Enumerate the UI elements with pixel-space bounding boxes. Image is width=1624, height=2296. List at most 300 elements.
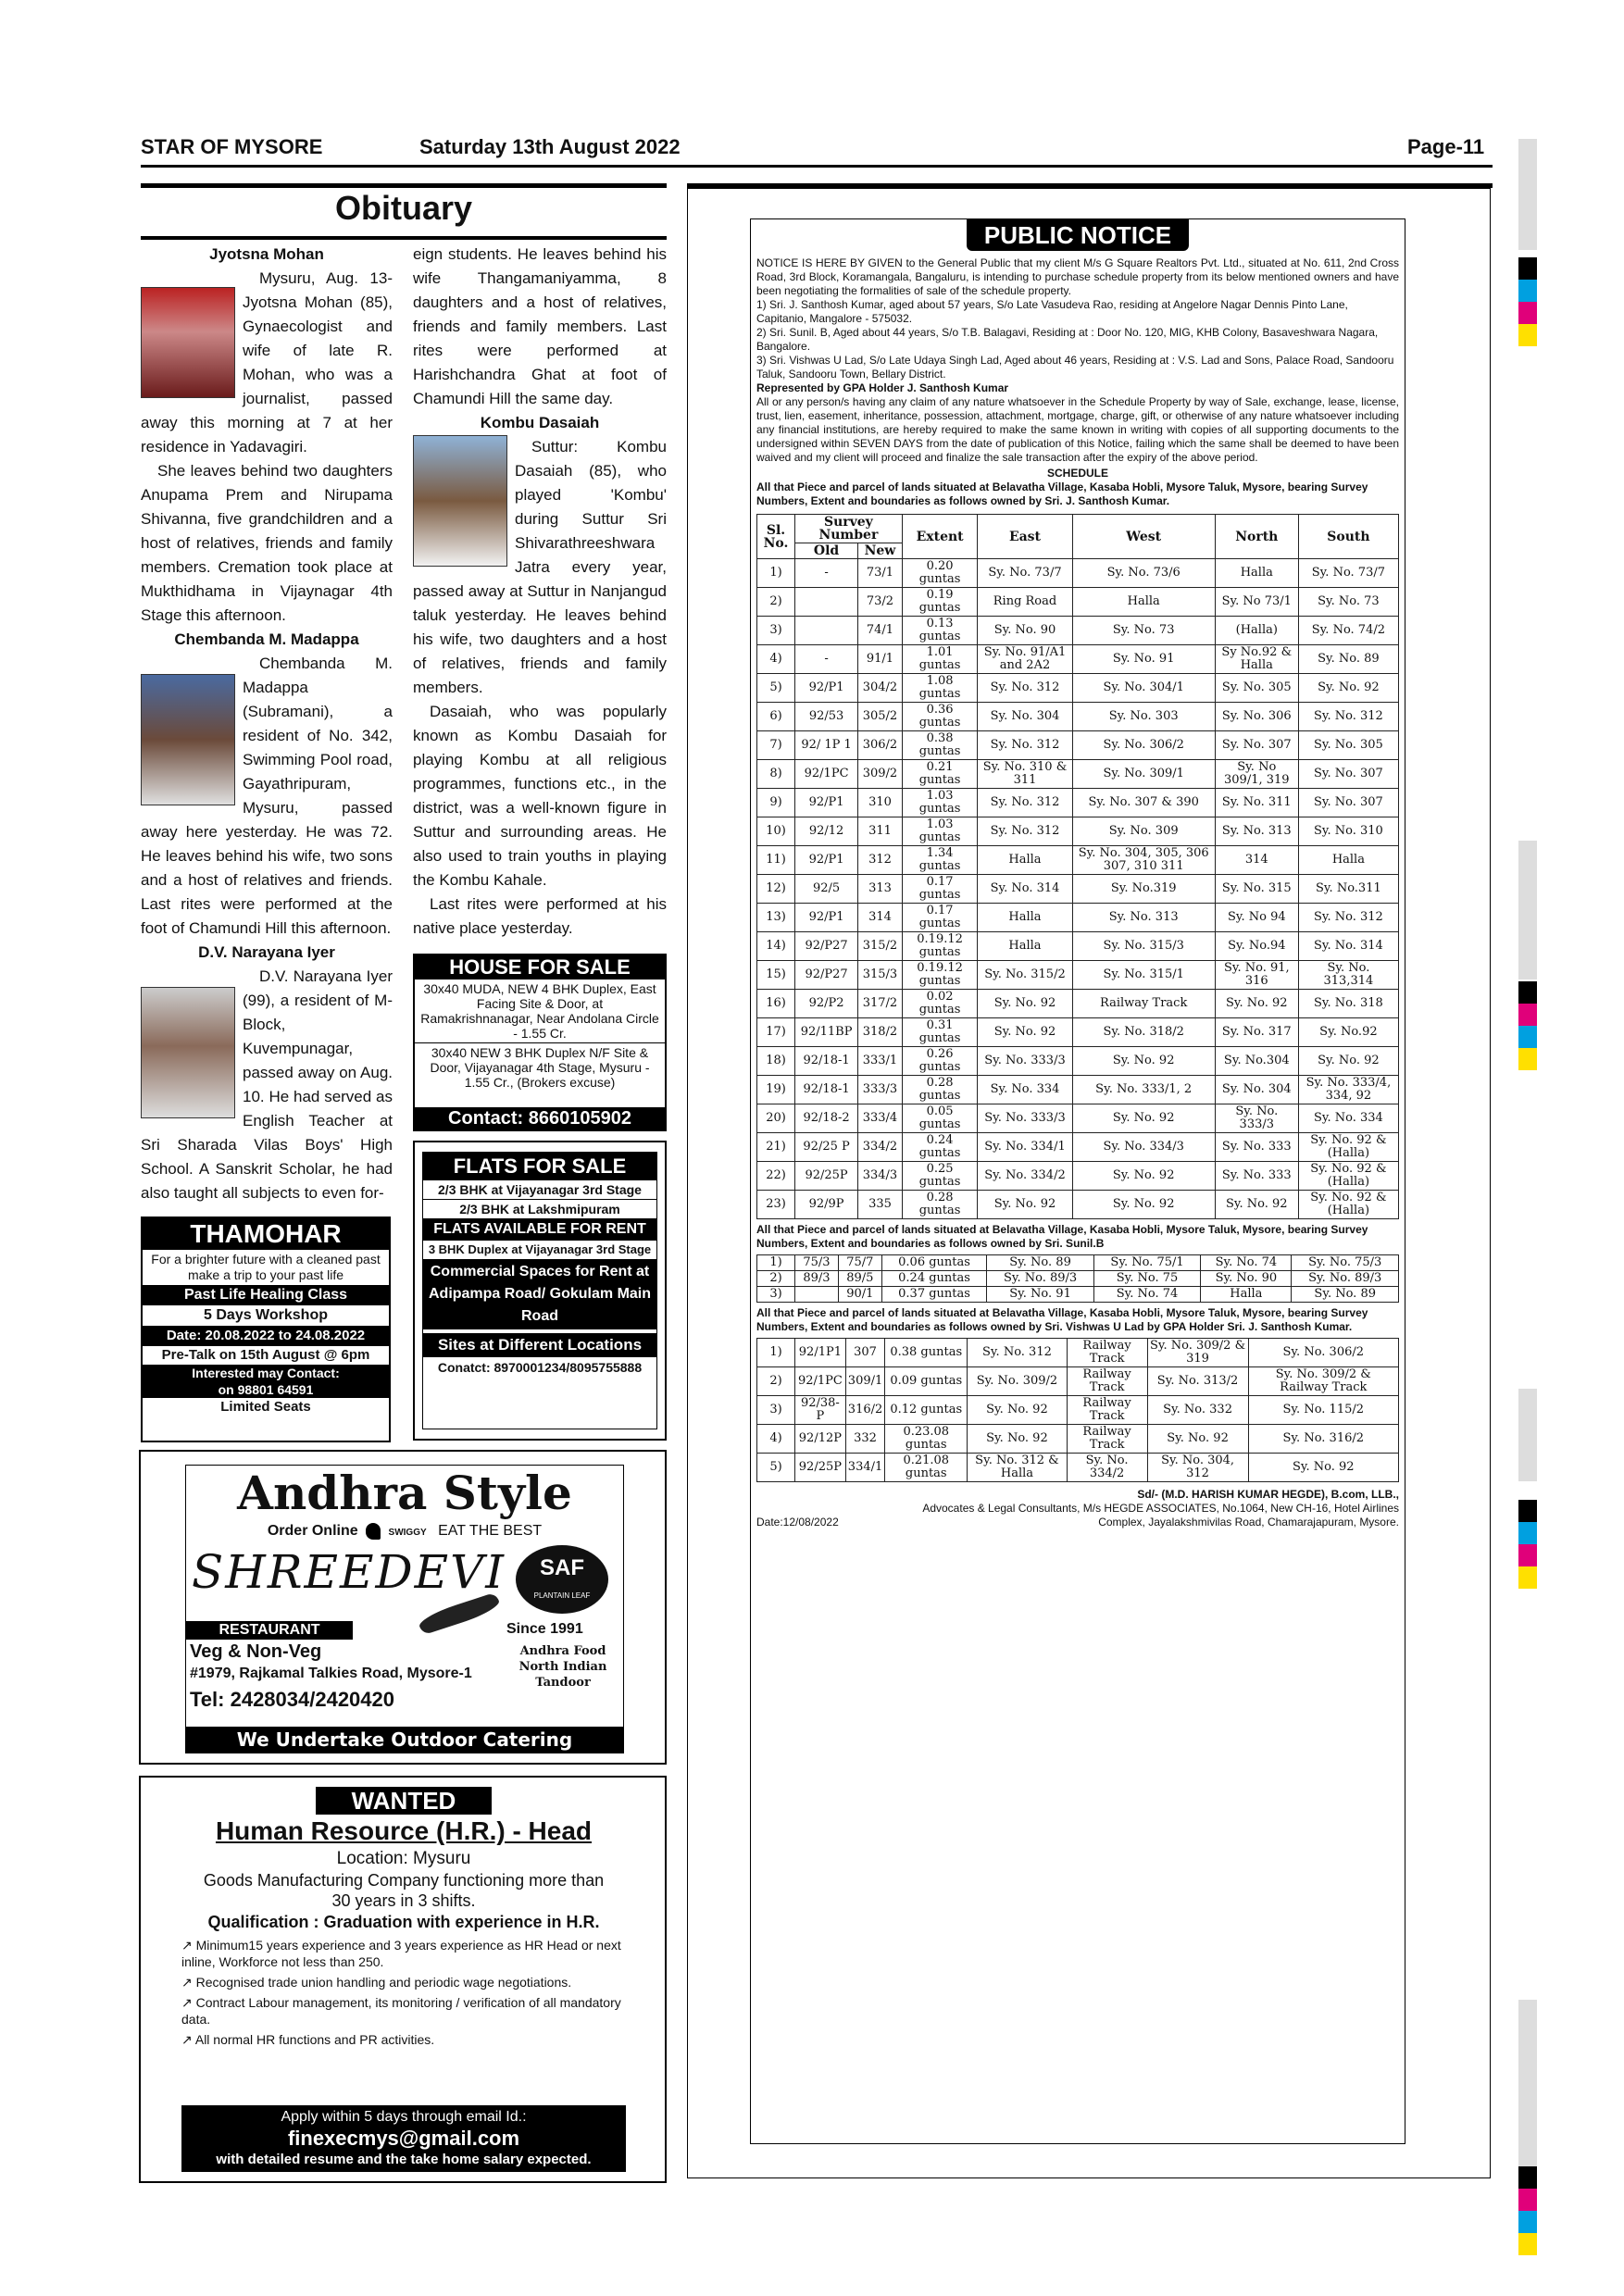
table-row [757, 1255, 1399, 1271]
table-cell: 316/2 [845, 1396, 884, 1425]
table-cell: 0.19.12 guntas [902, 932, 978, 961]
table-cell: 0.09 guntas [885, 1367, 968, 1396]
paper-name: STAR OF MYSORE [141, 135, 323, 158]
table-row [757, 846, 1399, 875]
table-row [757, 961, 1399, 990]
table-cell: Sy. No. 310 [1298, 817, 1398, 846]
table-row [757, 1454, 1399, 1482]
table-cell: Sy. No. 75/3 [1292, 1255, 1399, 1271]
table-cell: Sy. No. 315/3 [1072, 932, 1215, 961]
table-header: Old [795, 543, 858, 559]
ad-text: For a brighter future with a cleaned past make a trip to your past life [151, 1252, 381, 1282]
table-cell: 5) [757, 1454, 795, 1482]
table-header: East [978, 515, 1072, 559]
table-cell: Sy. No. 90 [1201, 1271, 1292, 1287]
table-cell: 92/12 [795, 817, 858, 846]
table-cell: Halla [1215, 559, 1298, 588]
table-cell [795, 588, 858, 617]
ad-text: 5 Days Workshop [204, 1307, 328, 1323]
table-cell: Sy. No.92 [1298, 1018, 1398, 1047]
table-row [757, 1287, 1399, 1303]
table-cell: Sy. No. 89/3 [1292, 1271, 1399, 1287]
table-body [757, 1255, 1399, 1303]
table-cell: Sy. No. 92 [1147, 1425, 1248, 1454]
table-cell: 0.36 guntas [902, 703, 978, 731]
table-cell: 2) [757, 588, 795, 617]
table-cell: Railway Track [1072, 990, 1215, 1018]
table-cell: 4) [757, 645, 795, 674]
table-cell: 1.08 guntas [902, 674, 978, 703]
obit-photo [141, 287, 235, 398]
registration-mark [1518, 1026, 1537, 1048]
ad-text: Limited Seats [220, 1399, 311, 1415]
table-cell: Sy. No. 92 [1248, 1454, 1398, 1482]
table-cell: 23) [757, 1191, 795, 1219]
table-cell: 315/2 [858, 932, 903, 961]
table-cell: 75/7 [838, 1255, 881, 1271]
table-cell: Halla [978, 904, 1072, 932]
registration-mark [1518, 981, 1537, 1004]
table-cell: Sy. No. 312 & Halla [968, 1454, 1067, 1482]
table-cell: 0.37 guntas [881, 1287, 987, 1303]
table-cell: Sy. No. 334/2 [978, 1162, 1072, 1191]
table-cell: Sy. No. 303 [1072, 703, 1215, 731]
table-cell: Sy. No. 89 [1298, 645, 1398, 674]
table-cell: 92/P2 [795, 990, 858, 1018]
table-cell: Railway Track [1067, 1367, 1147, 1396]
table-row [757, 1104, 1399, 1133]
table-cell: Halla [1201, 1287, 1292, 1303]
table-cell: (Halla) [1215, 617, 1298, 645]
schedule-table-1 [756, 514, 1399, 1219]
table-cell: Sy. No 73/1 [1215, 588, 1298, 617]
table-cell: 332 [845, 1425, 884, 1454]
table-row [757, 1425, 1399, 1454]
table-cell: Sy. No. 312 [978, 789, 1072, 817]
firm-text: Advocates & Legal Consultants, M/s HEGDE ASSOCIATES, No.1064, New CH-16, Hotel Airlines [922, 1502, 1399, 1515]
table-cell: 1) [757, 1255, 795, 1271]
ad-subtitle: FLATS AVAILABLE FOR RENT [423, 1218, 656, 1241]
table-cell: Sy. No.319 [1072, 875, 1215, 904]
table-row [757, 559, 1399, 588]
table-cell: 0.12 guntas [885, 1396, 968, 1425]
table-cell: 3) [757, 1287, 795, 1303]
ad-text: Goods Manufacturing Company functioning more than 30 years in 3 shifts. [203, 1871, 605, 1910]
table-cell: Halla [978, 932, 1072, 961]
table-cell: Sy. No. 115/2 [1248, 1396, 1398, 1425]
notice-owner: 3) Sri. Vishwas U Lad, S/o Late Udaya Singh Lad, Aged about 46 years, Residing at : V.S. Lad and Sons, Palace Road, Sandooru Taluk, Sandooru Town, Bellary District. [756, 354, 1394, 381]
table-cell: Sy. No. 309/2 & Railway Track [1248, 1367, 1398, 1396]
table-cell: 0.13 guntas [902, 617, 978, 645]
ad-text: on 98801 64591 [143, 1381, 389, 1398]
obituary-title-rule [141, 236, 667, 240]
table-cell: Sy. No. 315/2 [978, 961, 1072, 990]
table-row [757, 1191, 1399, 1219]
table-cell: 311 [858, 817, 903, 846]
table-header: South [1298, 515, 1398, 559]
table-cell: 0.05 guntas [902, 1104, 978, 1133]
table-cell: Sy. No. 312 [978, 731, 1072, 760]
table-cell: 92/P1 [795, 789, 858, 817]
registration-mark [1518, 1389, 1537, 1481]
table-cell: Sy. No. 315/1 [1072, 961, 1215, 990]
table-cell: Sy. No. 92 & (Halla) [1298, 1162, 1398, 1191]
table-cell: 0.38 guntas [902, 731, 978, 760]
table-cell: 73/1 [858, 559, 903, 588]
table-cell: Sy. No. 74/2 [1298, 617, 1398, 645]
registration-mark [1518, 1522, 1537, 1544]
list-item: ↗ All normal HR functions and PR activities. [181, 2032, 435, 2047]
ad-text: Pre-Talk on 15th August @ 6pm [161, 1347, 370, 1363]
table-cell: Sy. No.94 [1215, 932, 1298, 961]
table-cell: 5) [757, 674, 795, 703]
table-cell: Sy. No. 318/2 [1072, 1018, 1215, 1047]
ad-text: Past Life Healing Class [143, 1285, 389, 1305]
registration-mark [1518, 1544, 1537, 1566]
list-item: ↗ Recognised trade union handling and periodic wage negotiations. [181, 1975, 572, 1990]
obit-name: Chembanda M. Madappa [174, 630, 359, 648]
ad-house-for-sale [413, 954, 667, 1131]
table-cell: Sy. No. 92 [968, 1396, 1067, 1425]
registration-mark [1518, 2211, 1537, 2233]
ad-wanted [139, 1776, 667, 2183]
table-cell: 0.17 guntas [902, 875, 978, 904]
table-cell: 0.24 guntas [902, 1133, 978, 1162]
table-cell: 306/2 [858, 731, 903, 760]
table-cell: 92/38-P [795, 1396, 846, 1425]
registration-mark [1518, 841, 1537, 980]
table-cell: 1.01 guntas [902, 645, 978, 674]
table-cell: 333/1 [858, 1047, 903, 1076]
table-cell: 92/1P1 [795, 1339, 846, 1367]
table-cell: 14) [757, 932, 795, 961]
table-cell: Sy. No. 74 [1093, 1287, 1200, 1303]
table-cell: 92/9P [795, 1191, 858, 1219]
table-cell: 309/2 [858, 760, 903, 789]
table-cell: Sy. No. 304, 305, 306 307, 310 311 [1072, 846, 1215, 875]
table-cell: Sy. No. 333/3 [1215, 1104, 1298, 1133]
table-cell: 21) [757, 1133, 795, 1162]
table-row [757, 932, 1399, 961]
table-cell: 318/2 [858, 1018, 903, 1047]
table-cell: Sy. No. 333 [1215, 1162, 1298, 1191]
table-cell: 3) [757, 1396, 795, 1425]
registration-mark [1518, 2000, 1537, 2166]
table-cell: 314 [1215, 846, 1298, 875]
table-cell: 0.20 guntas [902, 559, 978, 588]
table-cell: 91/1 [858, 645, 903, 674]
table-cell: 73/2 [858, 588, 903, 617]
table-cell: 92/18-1 [795, 1076, 858, 1104]
table-cell: 0.19.12 guntas [902, 961, 978, 990]
table-cell: Sy. No. 309/2 [968, 1367, 1067, 1396]
table-cell: Sy. No. 92 [1072, 1191, 1215, 1219]
table-cell: Sy. No. 309/2 & 319 [1147, 1339, 1248, 1367]
table-cell: Sy. No. 74 [1201, 1255, 1292, 1271]
ad-andhra-style [139, 1450, 667, 1765]
ad-text: Sites at Different Locations [423, 1333, 656, 1357]
notice-body: All or any person/s having any claim of any nature whatsoever in the Schedule Property by way of Sale, exchange, lease, license, trust, lien, easement, inheritance, possession, attachment, mortgage, charge, gift, or otherwise of any nature whatsoever including any financial institutions, are hereby required to make the same known in writing with copies of all supporting documents to the undersigned within SEVEN DAYS from the date of publication of this Notice, failing which the same shall be deemed to have been waived and my client will proceed and finalize the sale transaction after the expiry of the above period. [756, 395, 1399, 464]
table-cell: 334/2 [858, 1133, 903, 1162]
table-cell: Sy. No. 92 [1298, 1047, 1398, 1076]
notice-intro: NOTICE IS HERE BY GIVEN to the General Public that my client M/s G Square Realtors Pvt. Ltd., situated at No. 611, 2nd Cross Road, 3rd Block, Koramangala, Bangaluru, is intending to purchase schedule property from its below mentioned owners and have been negotiating the formalities of sale of the schedule property. [756, 256, 1399, 297]
table-row [757, 1162, 1399, 1191]
table-cell: Sy. No. 92 [1298, 674, 1398, 703]
table-cell: Sy. No. 304 [1215, 1076, 1298, 1104]
table-cell: 305/2 [858, 703, 903, 731]
ad-title: HOUSE FOR SALE [415, 955, 665, 980]
table-cell: Sy. No. 307 [1298, 760, 1398, 789]
ad-text: Qualification : Graduation with experience in H.R. [207, 1913, 600, 1931]
ad-text: Interested may Contact: [143, 1365, 389, 1381]
table-cell: Sy. No. 92 & (Halla) [1298, 1133, 1398, 1162]
table-cell: Sy. No. 89 [1292, 1287, 1399, 1303]
table-cell: Sy. No. 306 [1215, 703, 1298, 731]
schedule-text: All that Piece and parcel of lands situated at Belavatha Village, Kasaba Hobli, Mysore Taluk, Mysore, bearing Survey Numbers, Extent and boundaries as follows owned by Sri. Vishwas U Lad by GPA Holder Sri. J. Santhosh Kumar. [756, 1306, 1368, 1333]
ad-text: SWIGGY [388, 1528, 427, 1538]
table-cell: Sy. No. 313/2 [1147, 1367, 1248, 1396]
table-cell: Sy. No. 334 [978, 1076, 1072, 1104]
table-cell: 89/3 [795, 1271, 839, 1287]
table-cell: Sy. No. 312 [978, 817, 1072, 846]
table-cell: Sy. No. 92 [978, 990, 1072, 1018]
notice-title: PUBLIC NOTICE [967, 219, 1189, 251]
ad-text: #1979, Rajkamal Talkies Road, Mysore-1 [190, 1666, 472, 1681]
obit-text: Chembanda M. Madappa (Subramani), a resident of No. 342, Swimming Pool road, Gayathripuram, Mysuru, passed away here yesterday. He was 72. He leaves behind his wife, two sons and a host of relatives and friends. Last rites were performed at the foot of Chamundi Hill this afternoon. [141, 655, 393, 937]
schedule-text: All that Piece and parcel of lands situated at Belavatha Village, Kasaba Hobli, Mysore Taluk, Mysore, bearing Survey Numbers, Extent and boundaries as follows owned by Sri. Sunil.B [756, 1223, 1368, 1250]
table-cell: 92/1PC [795, 760, 858, 789]
notice-gpa: Represented by GPA Holder J. Santhosh Kumar [756, 381, 1009, 394]
table-cell: Sy No.92 & Halla [1215, 645, 1298, 674]
table-cell: Sy. No. 305 [1215, 674, 1298, 703]
table-cell: 0.06 guntas [881, 1255, 987, 1271]
table-cell: 309/1 [845, 1367, 884, 1396]
ad-text: RESTAURANT [186, 1621, 353, 1640]
ad-text: EAT THE BEST [438, 1523, 543, 1539]
table-cell: 19) [757, 1076, 795, 1104]
table-header: New [858, 543, 903, 559]
table-cell: Railway Track [1067, 1425, 1147, 1454]
page-number: Page-11 [1407, 135, 1485, 158]
schedule-table-3 [756, 1338, 1399, 1482]
table-cell: 74/1 [858, 617, 903, 645]
table-cell: 0.28 guntas [902, 1076, 978, 1104]
notice-date: Date:12/08/2022 [756, 1516, 839, 1529]
table-cell: Sy. No. 313 [1215, 817, 1298, 846]
ad-brand: SHREEDEVI [192, 1545, 506, 1599]
table-cell: 307 [845, 1339, 884, 1367]
schedule-text: All that Piece and parcel of lands situated at Belavatha Village, Kasaba Hobli, Mysore Taluk, Mysore, bearing Survey Numbers, Extent and boundaries as follows owned by Sri. J. Santhosh Kumar. [756, 480, 1368, 507]
obit-name: Jyotsna Mohan [209, 245, 324, 263]
table-cell: Sy. No. 313,314 [1298, 961, 1398, 990]
table-cell: Sy. No. 73/7 [978, 559, 1072, 588]
table-cell: Sy. No. 89/3 [987, 1271, 1093, 1287]
table-cell: 2) [757, 1271, 795, 1287]
ad-text: 30x40 NEW 3 BHK Duplex N/F Site & Door, Vijayanagar 4th Stage, Mysuru - 1.55 Cr., (Brokers excuse) [430, 1045, 650, 1090]
ad-text: 2/3 BHK at Vijayanagar 3rd Stage [423, 1180, 656, 1200]
table-cell: 4) [757, 1425, 795, 1454]
ad-text: Date: 20.08.2022 to 24.08.2022 [143, 1326, 389, 1346]
table-cell: 18) [757, 1047, 795, 1076]
table-cell: 22) [757, 1162, 795, 1191]
table-cell: Sy. No. 307 & 390 [1072, 789, 1215, 817]
table-cell: 335 [858, 1191, 903, 1219]
issue-date: Saturday 13th August 2022 [419, 135, 681, 158]
table-body [757, 1339, 1399, 1482]
table-cell: 334/1 [845, 1454, 884, 1482]
schedule-title: SCHEDULE [1046, 467, 1108, 480]
table-cell: 0.38 guntas [885, 1339, 968, 1367]
table-row [757, 875, 1399, 904]
registration-mark [1518, 1048, 1537, 1070]
notice-owner: 1) Sri. J. Santhosh Kumar, aged about 57 years, S/o Late Vasudeva Rao, residing at Angelore Nagar Dennis Pinto Lane, Capitanio, Mangalore - 575032. [756, 298, 1348, 325]
ad-text: Andhra Food North Indian Tandoor [518, 1644, 607, 1690]
ad-email: finexecmys@gmail.com [287, 2127, 520, 2150]
table-cell: Sy. No. 334 [1298, 1104, 1398, 1133]
bullet-text: Minimum15 years experience and 3 years experience as HR Head or next inline, Workforce not less than 250. [181, 1938, 621, 1969]
table-cell: 16) [757, 990, 795, 1018]
table-row [757, 617, 1399, 645]
table-cell: Sy. No. 92 [968, 1425, 1067, 1454]
obituary-top-rule [141, 183, 667, 188]
table-cell: Sy. No. 306/2 [1072, 731, 1215, 760]
table-cell: Sy. No. 92 [978, 1018, 1072, 1047]
notice-owner: 2) Sri. Sunil. B, Aged about 44 years, S/o T.B. Balagavi, Residing at : Door No. 120, MIG, KHB Colony, Basaveshwara Nagara, Bangalore. [756, 326, 1379, 353]
table-row [757, 731, 1399, 760]
table-cell: Sy. No. 304/1 [1072, 674, 1215, 703]
table-cell: Sy. No. 333/3 [978, 1104, 1072, 1133]
table-cell: Sy. No. 73/7 [1298, 559, 1398, 588]
table-header: Sl. No. [757, 515, 795, 559]
registration-mark [1518, 1500, 1537, 1522]
ad-text: Commercial Spaces for Rent at Adipampa Road/ Gokulam Main Road [423, 1259, 656, 1329]
table-header: West [1072, 515, 1215, 559]
table-row [757, 1396, 1399, 1425]
swiggy-icon [366, 1523, 381, 1540]
table-row [757, 1339, 1399, 1367]
table-row [757, 645, 1399, 674]
schedule-table-2 [756, 1254, 1399, 1303]
table-cell: 92/P27 [795, 932, 858, 961]
table-cell: 0.02 guntas [902, 990, 978, 1018]
table-cell: 92/5 [795, 875, 858, 904]
ad-text: Since 1991 [506, 1621, 583, 1637]
ad-text: 2/3 BHK at Lakshmipuram [459, 1202, 620, 1217]
obituary-title: Obituary [334, 189, 473, 227]
table-cell: Sy. No. 307 [1215, 731, 1298, 760]
table-cell: 92/25P [795, 1162, 858, 1191]
ad-text: We Undertake Outdoor Catering [186, 1727, 623, 1753]
table-cell: 3) [757, 617, 795, 645]
table-row [757, 1367, 1399, 1396]
signature: Sd/- (M.D. HARISH KUMAR HEGDE), B.com, LLB., [1137, 1488, 1399, 1501]
table-cell: Railway Track [1067, 1396, 1147, 1425]
table-header: North [1215, 515, 1298, 559]
table-row [757, 588, 1399, 617]
ad-role: Human Resource (H.R.) - Head [215, 1816, 593, 1845]
table-cell: Sy. No. 92 [1072, 1162, 1215, 1191]
table-row [757, 990, 1399, 1018]
table-cell: 92/P1 [795, 674, 858, 703]
table-cell: 92/25P [795, 1454, 846, 1482]
ad-text: with detailed resume and the take home salary expected. [216, 2152, 592, 2167]
table-cell: Ring Road [978, 588, 1072, 617]
table-cell: Sy. No. 73/6 [1072, 559, 1215, 588]
table-cell: 89/5 [838, 1271, 881, 1287]
table-cell: 1) [757, 559, 795, 588]
ad-flats [413, 1141, 667, 1441]
table-cell: Sy. No. 304 [978, 703, 1072, 731]
table-cell: 75/3 [795, 1255, 839, 1271]
table-cell: 92/25 P [795, 1133, 858, 1162]
registration-mark [1518, 139, 1537, 250]
table-cell: Sy. No. 92 [1215, 1191, 1298, 1219]
table-cell: 0.26 guntas [902, 1047, 978, 1076]
table-cell: Sy. No. 92 [1072, 1104, 1215, 1133]
registration-mark [1518, 2166, 1537, 2189]
table-row [757, 1047, 1399, 1076]
header-rule [141, 165, 1493, 168]
obit-text: Suttur: Kombu Dasaiah (85), who played 'Kombu' during Suttur Sri Shivarathreeshwara Jatra every year, passed away at Suttur in Nanjangud taluk yesterday. He leaves behind his wife, two daughters and a host of relatives, friends and family members. [413, 438, 667, 696]
ad-text: Order Online [267, 1523, 358, 1539]
table-cell: Sy. No.311 [1298, 875, 1398, 904]
table-cell: 15) [757, 961, 795, 990]
table-cell: 92/ 1P 1 [795, 731, 858, 760]
table-cell: Sy. No. 334/3 [1072, 1133, 1215, 1162]
table-row [757, 1271, 1399, 1287]
table-cell: 0.24 guntas [881, 1271, 987, 1287]
table-cell: 333/4 [858, 1104, 903, 1133]
ad-contact: Conatct: 8970001234/8095755888 [437, 1360, 643, 1375]
table-cell: Sy. No. 92 [1215, 990, 1298, 1018]
table-cell: Sy. No. 333/4, 334, 92 [1298, 1076, 1398, 1104]
table-row [757, 789, 1399, 817]
table-row [757, 817, 1399, 846]
ad-title: FLATS FOR SALE [423, 1153, 656, 1180]
table-cell: Sy. No. 310 & 311 [978, 760, 1072, 789]
obit-name: D.V. Narayana Iyer [198, 943, 335, 961]
table-cell: 92/53 [795, 703, 858, 731]
registration-mark [1518, 257, 1537, 280]
table-body [757, 559, 1399, 1219]
table-cell: Sy. No. 333/1, 2 [1072, 1076, 1215, 1104]
table-row [757, 1133, 1399, 1162]
table-cell: 310 [858, 789, 903, 817]
obit-text: She leaves behind two daughters Anupama Prem and Nirupama Shivanna, five grandchildren and a host of relatives, friends and family members. Cremation took place at Mukthidhama in Vijaynagar 4th Stage this afternoon. [141, 462, 393, 624]
obituary-column-2 [413, 243, 667, 946]
table-cell: 1.03 guntas [902, 817, 978, 846]
table-cell: Sy. No. 304, 312 [1147, 1454, 1248, 1482]
table-cell: 6) [757, 703, 795, 731]
table-cell: 20) [757, 1104, 795, 1133]
table-row [757, 703, 1399, 731]
table-cell: Halla [1298, 846, 1398, 875]
registration-mark [1518, 2189, 1537, 2211]
registration-mark [1518, 1566, 1537, 1589]
registration-mark [1518, 1004, 1537, 1026]
registration-mark [1518, 302, 1537, 324]
table-cell: Sy. No. 313 [1072, 904, 1215, 932]
table-cell: 92/P1 [795, 846, 858, 875]
bullet-text: All normal HR functions and PR activities. [194, 2032, 435, 2047]
registration-mark [1518, 2233, 1537, 2255]
table-cell: 92/1PC [795, 1367, 846, 1396]
table-cell: 17) [757, 1018, 795, 1047]
table-cell: 2) [757, 1367, 795, 1396]
table-cell: Sy. No. 314 [1298, 932, 1398, 961]
table-cell: 0.19 guntas [902, 588, 978, 617]
table-cell: 304/2 [858, 674, 903, 703]
